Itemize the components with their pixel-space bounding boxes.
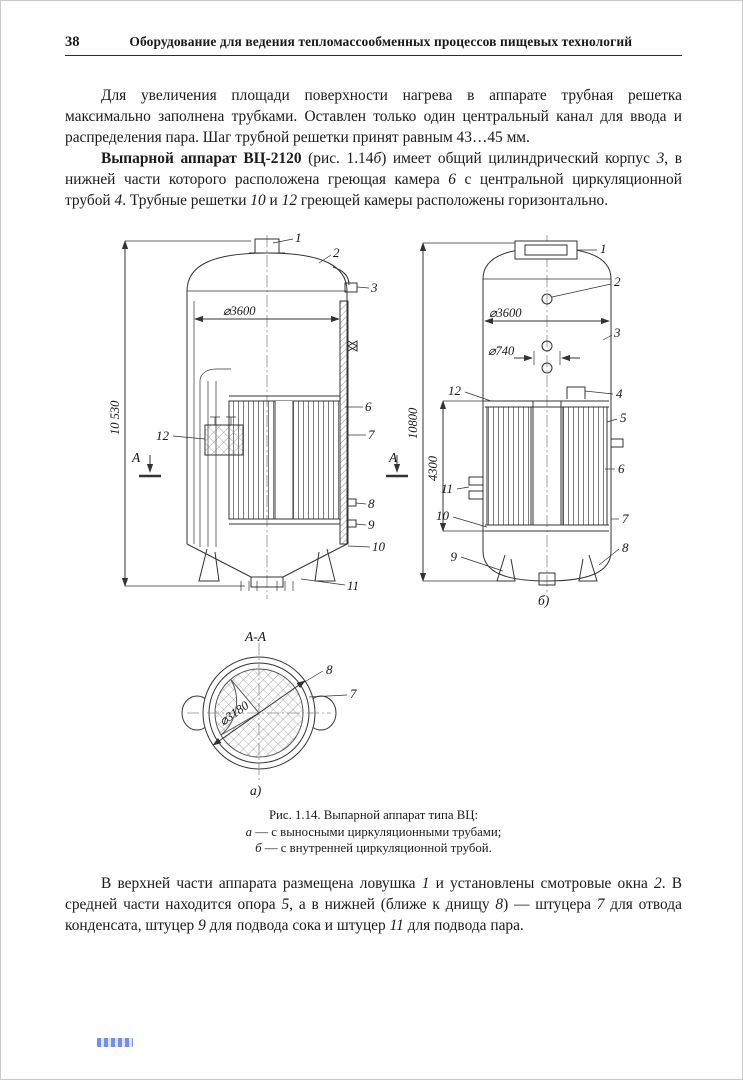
page-header — [65, 34, 682, 56]
right-dim-diameter: ⌀3600 — [489, 306, 522, 320]
left-callout-1: 1 — [295, 230, 302, 245]
left-callout-2: 2 — [333, 245, 340, 260]
right-callout-6: 6 — [618, 461, 625, 476]
figure-caption-line-a: а — с выносными циркуляционными трубами; — [245, 824, 502, 839]
left-callout-11: 11 — [347, 578, 360, 593]
section-dim-diameter: ⌀3180 — [216, 698, 252, 729]
left-dim-diameter: ⌀3600 — [223, 304, 256, 318]
left-dim-height: 10 530 — [108, 400, 122, 435]
section-callout-7: 7 — [350, 686, 357, 701]
right-callout-9: 9 — [450, 549, 457, 564]
right-view-label: б) — [538, 593, 550, 608]
figure-caption-line-b: б — с внутренней циркуляционной трубой. — [255, 841, 492, 855]
section-callout-8: 8 — [326, 662, 333, 677]
section-view-label: а) — [250, 783, 262, 798]
paragraph-1: Для увеличения площади поверхности нагрева в аппарате трубная решетка максимально заполнена трубками. Оставлен только один центральный канал для ввода и распределения пара. Шаг трубной решетки принят равным 43…45 мм. — [65, 87, 682, 146]
section-title: А-А — [245, 629, 266, 644]
page-number: 38 — [65, 34, 80, 50]
running-header-title: Оборудование для ведения тепломассообменных процессов пищевых технологий — [129, 34, 633, 49]
left-section-letter-right: А — [389, 450, 398, 465]
drawing-left-apparatus — [108, 230, 408, 599]
left-section-letter-left: А — [132, 450, 141, 465]
right-callout-10: 10 — [436, 508, 449, 523]
watermark — [97, 1038, 133, 1047]
right-callout-2: 2 — [614, 274, 621, 289]
drawing-section-a-a — [182, 629, 357, 798]
right-callout-3: 3 — [614, 325, 621, 340]
paragraph-3: В верхней части аппарата размещена ловушка 1 и установлены смотровые окна 2. В средней части находится опора 5, а в нижней (ближе к днищу 8) — штуцера 7 для отвода конденсата, штуцер 9 для подвода сока и штуцер 11 для подвода пара. — [65, 875, 682, 934]
right-dim-height: 10800 — [406, 407, 420, 439]
right-callout-11: 11 — [440, 481, 453, 496]
left-callout-3: 3 — [371, 280, 378, 295]
right-dim-chamber: 4300 — [426, 456, 440, 481]
left-callout-12: 12 — [156, 428, 169, 443]
figure-caption-title: Рис. 1.14. Выпарной аппарат типа ВЦ: — [268, 808, 479, 822]
paragraph-2: Выпарной аппарат ВЦ-2120 (рис. 1.14б) имеет общий цилиндрический корпус 3, в нижней части которого расположена греющая камера 6 с центральной циркуляционной трубой 4. Трубные решетки 10 и 12 греющей камеры расположены горизонтально. — [65, 150, 682, 209]
right-callout-7: 7 — [622, 511, 629, 526]
left-callout-10: 10 — [372, 539, 385, 554]
figure-1-14-drawings — [1, 229, 743, 809]
right-dim-pipe: ⌀740 — [488, 344, 515, 358]
right-callout-12: 12 — [448, 383, 461, 398]
left-callout-6: 6 — [365, 399, 372, 414]
left-callout-8: 8 — [368, 496, 375, 511]
left-heating-chamber — [200, 369, 340, 547]
figure-caption — [65, 807, 682, 857]
right-callout-1: 1 — [600, 241, 607, 256]
left-callout-9: 9 — [368, 517, 375, 532]
drawing-right-apparatus — [406, 235, 629, 608]
left-callout-7: 7 — [368, 427, 375, 442]
right-callout-5: 5 — [620, 410, 627, 425]
right-callout-4: 4 — [616, 386, 623, 401]
right-callout-8: 8 — [622, 540, 629, 555]
